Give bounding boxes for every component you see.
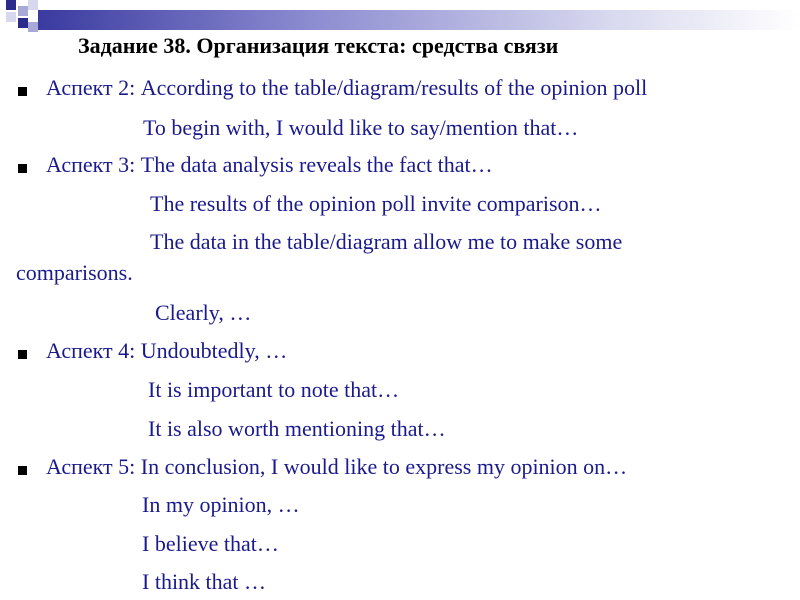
- phrase-line: I think that …: [142, 569, 267, 594]
- aspect-label: Аспект 5:: [46, 454, 136, 479]
- header-gradient-bar: [38, 10, 800, 30]
- decor-square: [6, 0, 16, 10]
- aspect-label: Аспект 2:: [46, 75, 136, 100]
- decor-square: [6, 12, 16, 22]
- aspect-line: [46, 152, 493, 178]
- decor-square: [18, 18, 28, 28]
- aspect-text: Undoubtedly, …: [140, 338, 288, 363]
- aspect-text: According to the table/diagram/results of the opinion poll: [140, 75, 648, 100]
- phrase-line: comparisons.: [16, 260, 133, 285]
- aspect-line: [46, 338, 287, 364]
- phrase-line: In my opinion, …: [142, 492, 300, 517]
- aspect-line: [46, 454, 627, 480]
- phrase-line: Clearly, …: [155, 300, 252, 325]
- decor-square: [18, 6, 28, 16]
- phrase-line: It is also worth mentioning that…: [148, 416, 446, 441]
- aspect-line: [46, 75, 647, 101]
- decor-square: [28, 22, 38, 32]
- bullet-icon: [18, 164, 27, 173]
- aspect-text: The data analysis reveals the fact that…: [140, 152, 493, 177]
- decor-square: [28, 0, 38, 10]
- aspect-label: Аспект 4:: [46, 338, 136, 363]
- phrase-line: The results of the opinion poll invite comparison…: [150, 191, 602, 216]
- aspect-text: In conclusion, I would like to express my opinion on…: [140, 454, 628, 479]
- phrase-line: The data in the table/diagram allow me to make some: [150, 229, 623, 254]
- bullet-icon: [18, 350, 27, 359]
- phrase-line: I believe that…: [142, 531, 279, 556]
- bullet-icon: [18, 466, 27, 475]
- slide-title: Задание 38. Организация текста: средства связи: [78, 33, 559, 58]
- aspect-label: Аспект 3:: [46, 152, 136, 177]
- bullet-icon: [18, 87, 27, 96]
- phrase-line: It is important to note that…: [148, 377, 400, 402]
- phrase-line: To begin with, I would like to say/mention that…: [143, 115, 579, 140]
